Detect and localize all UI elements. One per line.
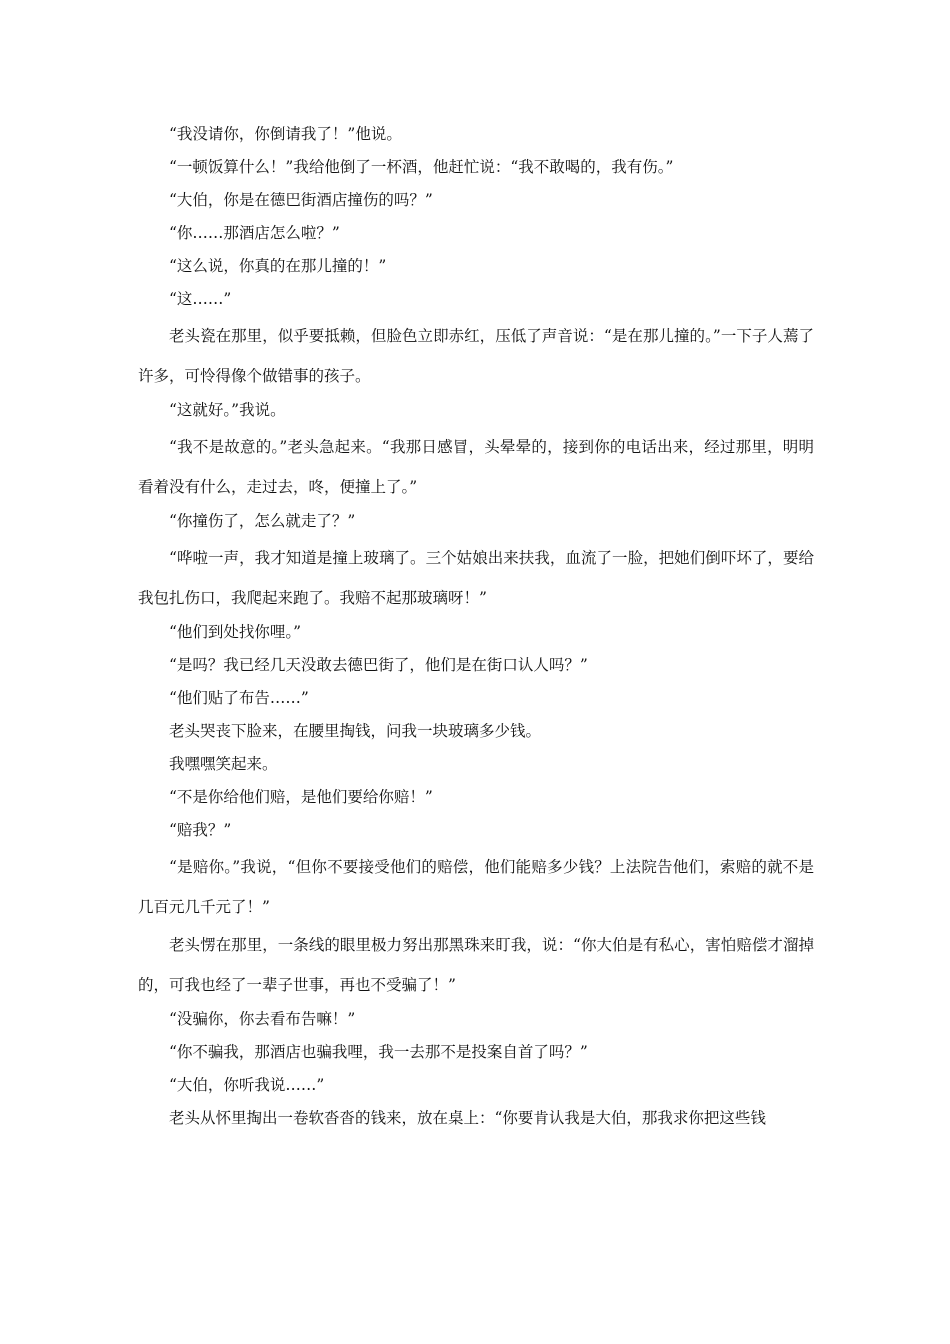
paragraph: 老头从怀里掏出一卷软沓沓的钱来，放在桌上：“你要肯认我是大伯，那我求你把这些钱 <box>169 1109 766 1127</box>
paragraph: “不是你给他们赔，是他们要给你赔！” <box>169 788 433 806</box>
paragraph: 老头愣在那里，一条线的眼里极力努出那黑珠来盯我，说：“你大伯是有私心，害怕赔偿才溜掉的，可我也经了一辈子世事，再也不受骗了！” <box>138 936 814 994</box>
paragraph: “我不是故意的。”老头急起来。“我那日感冒，头晕晕的，接到你的电话出来，经过那里，明明看着没有什么，走过去，咚，便撞上了。” <box>138 438 814 496</box>
paragraph: “大伯，你听我说……” <box>169 1076 325 1094</box>
paragraph: “大伯，你是在德巴街酒店撞伤的吗？” <box>169 191 433 209</box>
paragraph: “这么说，你真的在那儿撞的！” <box>169 257 387 275</box>
paragraph: “哗啦一声，我才知道是撞上玻璃了。三个姑娘出来扶我，血流了一脸，把她们倒吓坏了，要给我包扎伤口，我爬起来跑了。我赔不起那玻璃呀！” <box>138 549 814 607</box>
paragraph: “一顿饭算什么！”我给他倒了一杯酒，他赶忙说：“我不敢喝的，我有伤。” <box>169 158 674 176</box>
paragraph: “你撞伤了，怎么就走了？” <box>169 512 356 530</box>
paragraph: “这就好。”我说。 <box>169 401 286 419</box>
story-text <box>138 118 814 1135</box>
paragraph: “你不骗我，那酒店也骗我哩，我一去那不是投案自首了吗？” <box>169 1043 588 1061</box>
paragraph: “你……那酒店怎么啦？” <box>169 224 340 242</box>
paragraph: 老头瓷在那里，似乎要抵赖，但脸色立即赤红，压低了声音说：“是在那儿撞的。”一下子人蔫了许多，可怜得像个做错事的孩子。 <box>138 327 814 385</box>
paragraph: “这……” <box>169 290 232 308</box>
paragraph: “我没请你，你倒请我了！”他说。 <box>169 125 402 143</box>
paragraph: “没骗你，你去看布告嘛！” <box>169 1010 356 1028</box>
paragraph: 我嘿嘿笑起来。 <box>169 755 278 773</box>
paragraph: “他们到处找你哩。” <box>169 623 302 641</box>
paragraph: “他们贴了布告……” <box>169 689 309 707</box>
paragraph: “是吗？我已经几天没敢去德巴街了，他们是在街口认人吗？” <box>169 656 588 674</box>
paragraph: “赔我？” <box>169 821 232 839</box>
paragraph: 老头哭丧下脸来，在腰里掏钱，问我一块玻璃多少钱。 <box>169 722 542 740</box>
paragraph: “是赔你。”我说，“但你不要接受他们的赔偿，他们能赔多少钱？上法院告他们，索赔的就不是几百元几千元了！” <box>138 858 814 916</box>
